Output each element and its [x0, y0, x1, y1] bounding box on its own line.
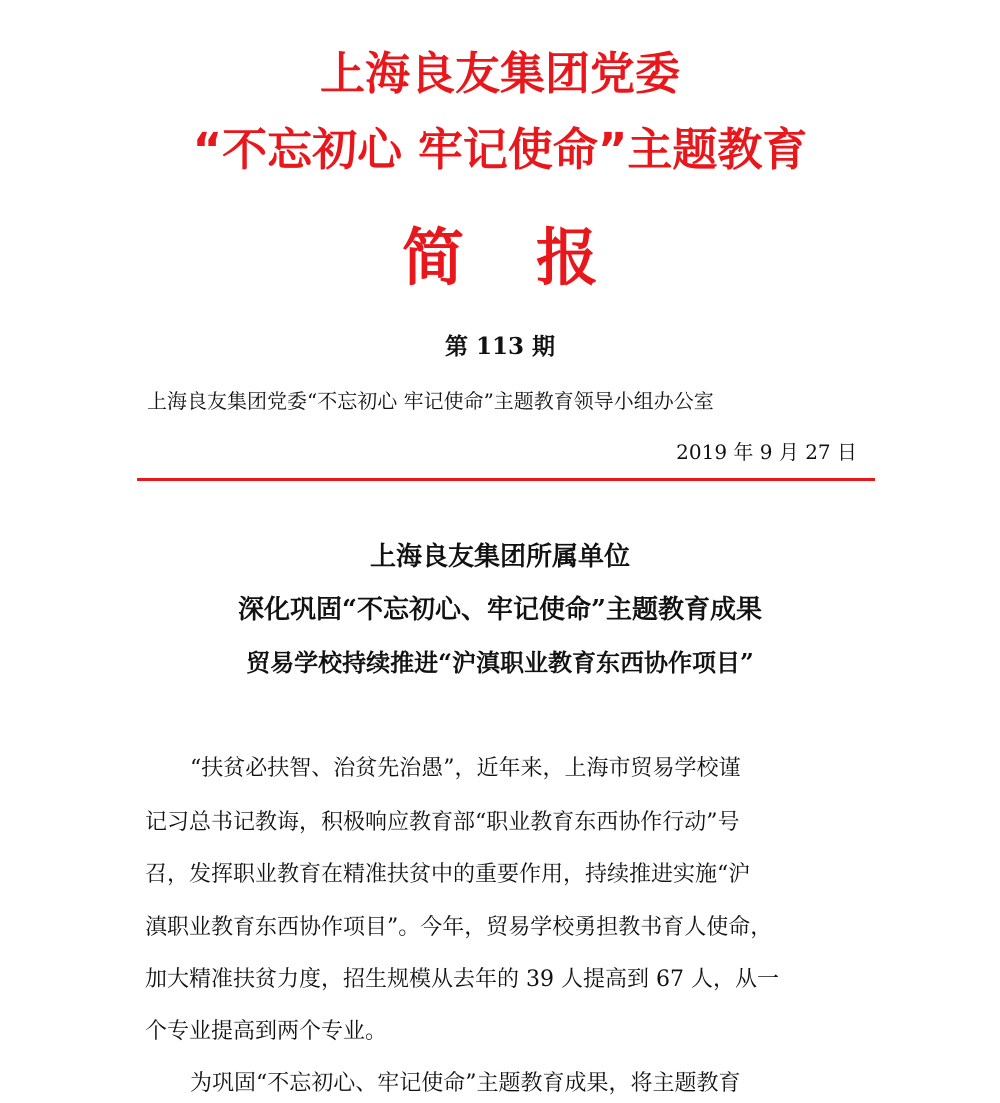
article-title-line-1: 上海良友集团所属单位 — [369, 542, 630, 572]
paragraph-line: 个专业提高到两个专业。 — [145, 1019, 388, 1044]
paragraph-line: 记习总书记教诲，积极响应教育部“职业教育东西协作行动”号 — [145, 810, 740, 835]
org-title: 上海良友集团党委 — [319, 47, 680, 100]
theme-title: “不忘初心 牢记使命”主题教育 — [192, 123, 808, 176]
paragraph-line: “扶贫必扶智、治贫先治愚”，近年来，上海市贸易学校谨 — [190, 756, 741, 781]
issue-date: 2019 年 9 月 27 日 — [676, 440, 857, 464]
issuer-line: 上海良友集团党委“不忘初心 牢记使命”主题教育领导小组办公室 — [147, 389, 714, 413]
issue-number: 第 113 期 — [444, 333, 556, 360]
article-title-line-3: 贸易学校持续推进“沪滇职业教育东西协作项目” — [246, 648, 754, 677]
paragraph-line: 加大精准扶贫力度，招生规模从去年的 39 人提高到 67 人，从一 — [145, 967, 779, 992]
article-title-line-2: 深化巩固“不忘初心、牢记使命”主题教育成果 — [238, 595, 762, 625]
paragraph-line: 滇职业教育东西协作项目”。今年，贸易学校勇担教书育人使命， — [145, 915, 773, 940]
masthead-divider — [137, 478, 875, 481]
paragraph-line: 召，发挥职业教育在精准扶贫中的重要作用，持续推进实施“沪 — [145, 862, 751, 887]
paragraph-line: 为巩固“不忘初心、牢记使命”主题教育成果，将主题教育 — [190, 1071, 741, 1096]
brief-title: 简报 — [401, 221, 670, 294]
